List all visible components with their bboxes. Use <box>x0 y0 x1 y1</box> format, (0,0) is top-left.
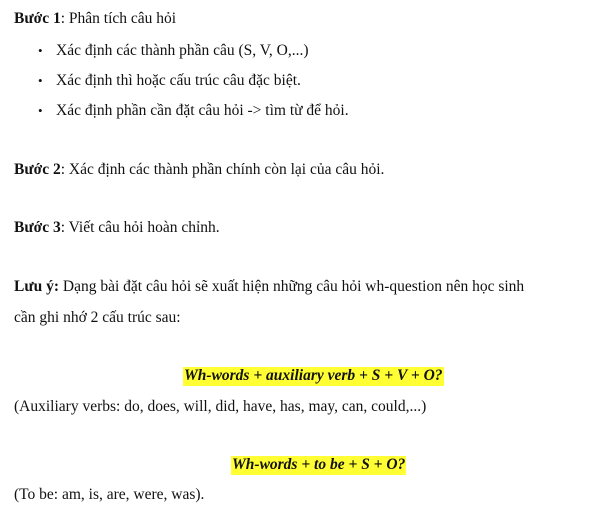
bullet-icon: • <box>38 43 43 58</box>
list-item <box>38 102 349 121</box>
bullet-text: Xác định thì hoặc cấu trúc câu đặc biệt. <box>56 72 301 89</box>
step-1-text: : Phân tích câu hỏi <box>60 10 177 27</box>
step-1-label: Bước 1 <box>14 10 61 27</box>
structure-1-formula: Wh-words + auxiliary verb + S + V + O? <box>184 367 443 384</box>
list-item <box>38 72 301 91</box>
note-line-2: cần ghi nhớ 2 cấu trúc sau: <box>14 309 181 326</box>
bullet-icon: • <box>38 103 43 118</box>
note-text-1: Dạng bài đặt câu hỏi sẽ xuất hiện những câu hỏi wh-question nên học sinh <box>59 278 525 295</box>
bullet-text: Xác định phần cần đặt câu hỏi -> tìm từ để hỏi. <box>56 102 349 119</box>
bullet-icon: • <box>38 73 43 88</box>
step-2-heading <box>14 161 384 180</box>
step-2-text: : Xác định các thành phần chính còn lại của câu hỏi. <box>60 161 385 178</box>
structure-2-formula: Wh-words + to be + S + O? <box>232 456 406 473</box>
note-line-1 <box>14 278 524 297</box>
structure-1-example: (Auxiliary verbs: do, does, will, did, have, has, may, can, could,...) <box>14 398 427 415</box>
structure-2-example: (To be: am, is, are, were, was). <box>14 486 205 503</box>
note-label: Lưu ý: <box>14 278 60 295</box>
step-3-text: : Viết câu hỏi hoàn chỉnh. <box>60 219 220 236</box>
list-item <box>38 42 309 61</box>
step-2-label: Bước 2 <box>14 161 61 178</box>
step-1-heading <box>14 10 176 29</box>
step-3-label: Bước 3 <box>14 219 61 236</box>
bullet-text: Xác định các thành phần câu (S, V, O,...) <box>56 42 309 59</box>
step-3-heading <box>14 219 220 238</box>
